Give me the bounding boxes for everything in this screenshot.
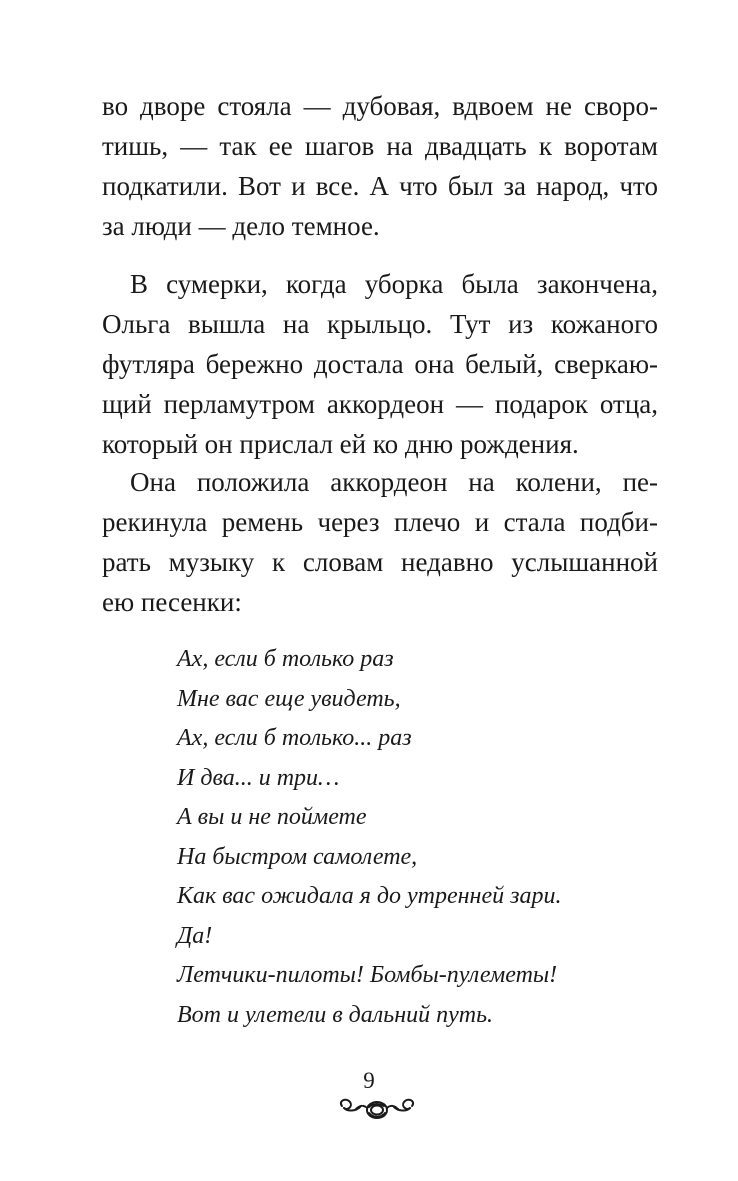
text-line: за люди — дело темное. bbox=[102, 211, 380, 241]
poem-line: Как вас ожидала я до утренней зари. bbox=[177, 883, 562, 909]
poem-line: Летчики-пилоты! Бомбы-пулеметы! bbox=[177, 962, 558, 988]
poem-line: Да! bbox=[177, 922, 213, 949]
page-number: 9 bbox=[363, 1068, 375, 1093]
text-line: Ольга вышла на крыльцо. Тут из кожаного bbox=[102, 309, 658, 339]
song-lyrics bbox=[177, 640, 561, 1035]
text-line: тишь, — так ее шагов на двадцать к воротам bbox=[102, 131, 658, 161]
text-line: подкатили. Вот и все. А что был за народ, что bbox=[102, 171, 658, 201]
text-line: рать музыку к словам недавно услышанной bbox=[102, 547, 658, 577]
text-line: рекинула ремень через плечо и стала подби- bbox=[102, 507, 658, 537]
paragraph-1 bbox=[102, 86, 658, 246]
poem-line: На быстром самолете, bbox=[177, 843, 418, 870]
rope-knot-ornament-icon bbox=[334, 1093, 420, 1123]
paragraph-3 bbox=[102, 462, 658, 622]
text-line: В сумерки, когда уборка была закончена, bbox=[130, 269, 658, 299]
text-line: футляра бережно достала она белый, сверкаю- bbox=[102, 349, 658, 379]
poem-line: Вот и улетели в дальний путь. bbox=[177, 1001, 494, 1028]
paragraph-2 bbox=[102, 264, 658, 464]
text-line: Она положила аккордеон на колени, пе- bbox=[130, 467, 658, 497]
text-line: ею песенки: bbox=[102, 587, 242, 617]
text-line: который он прислал ей ко дню рождения. bbox=[102, 429, 579, 459]
poem-line: Мне вас еще увидеть, bbox=[177, 685, 401, 712]
poem-line: И два... и три… bbox=[177, 764, 340, 791]
poem-line: Ах, если б только... раз bbox=[177, 725, 412, 751]
text-line: во дворе стояла — дубовая, вдвоем не своро- bbox=[102, 91, 658, 121]
poem-line: Ах, если б только раз bbox=[177, 646, 394, 672]
poem-line: А вы и не поймете bbox=[177, 804, 367, 830]
text-line: щий перламутром аккордеон — подарок отца, bbox=[102, 389, 658, 419]
